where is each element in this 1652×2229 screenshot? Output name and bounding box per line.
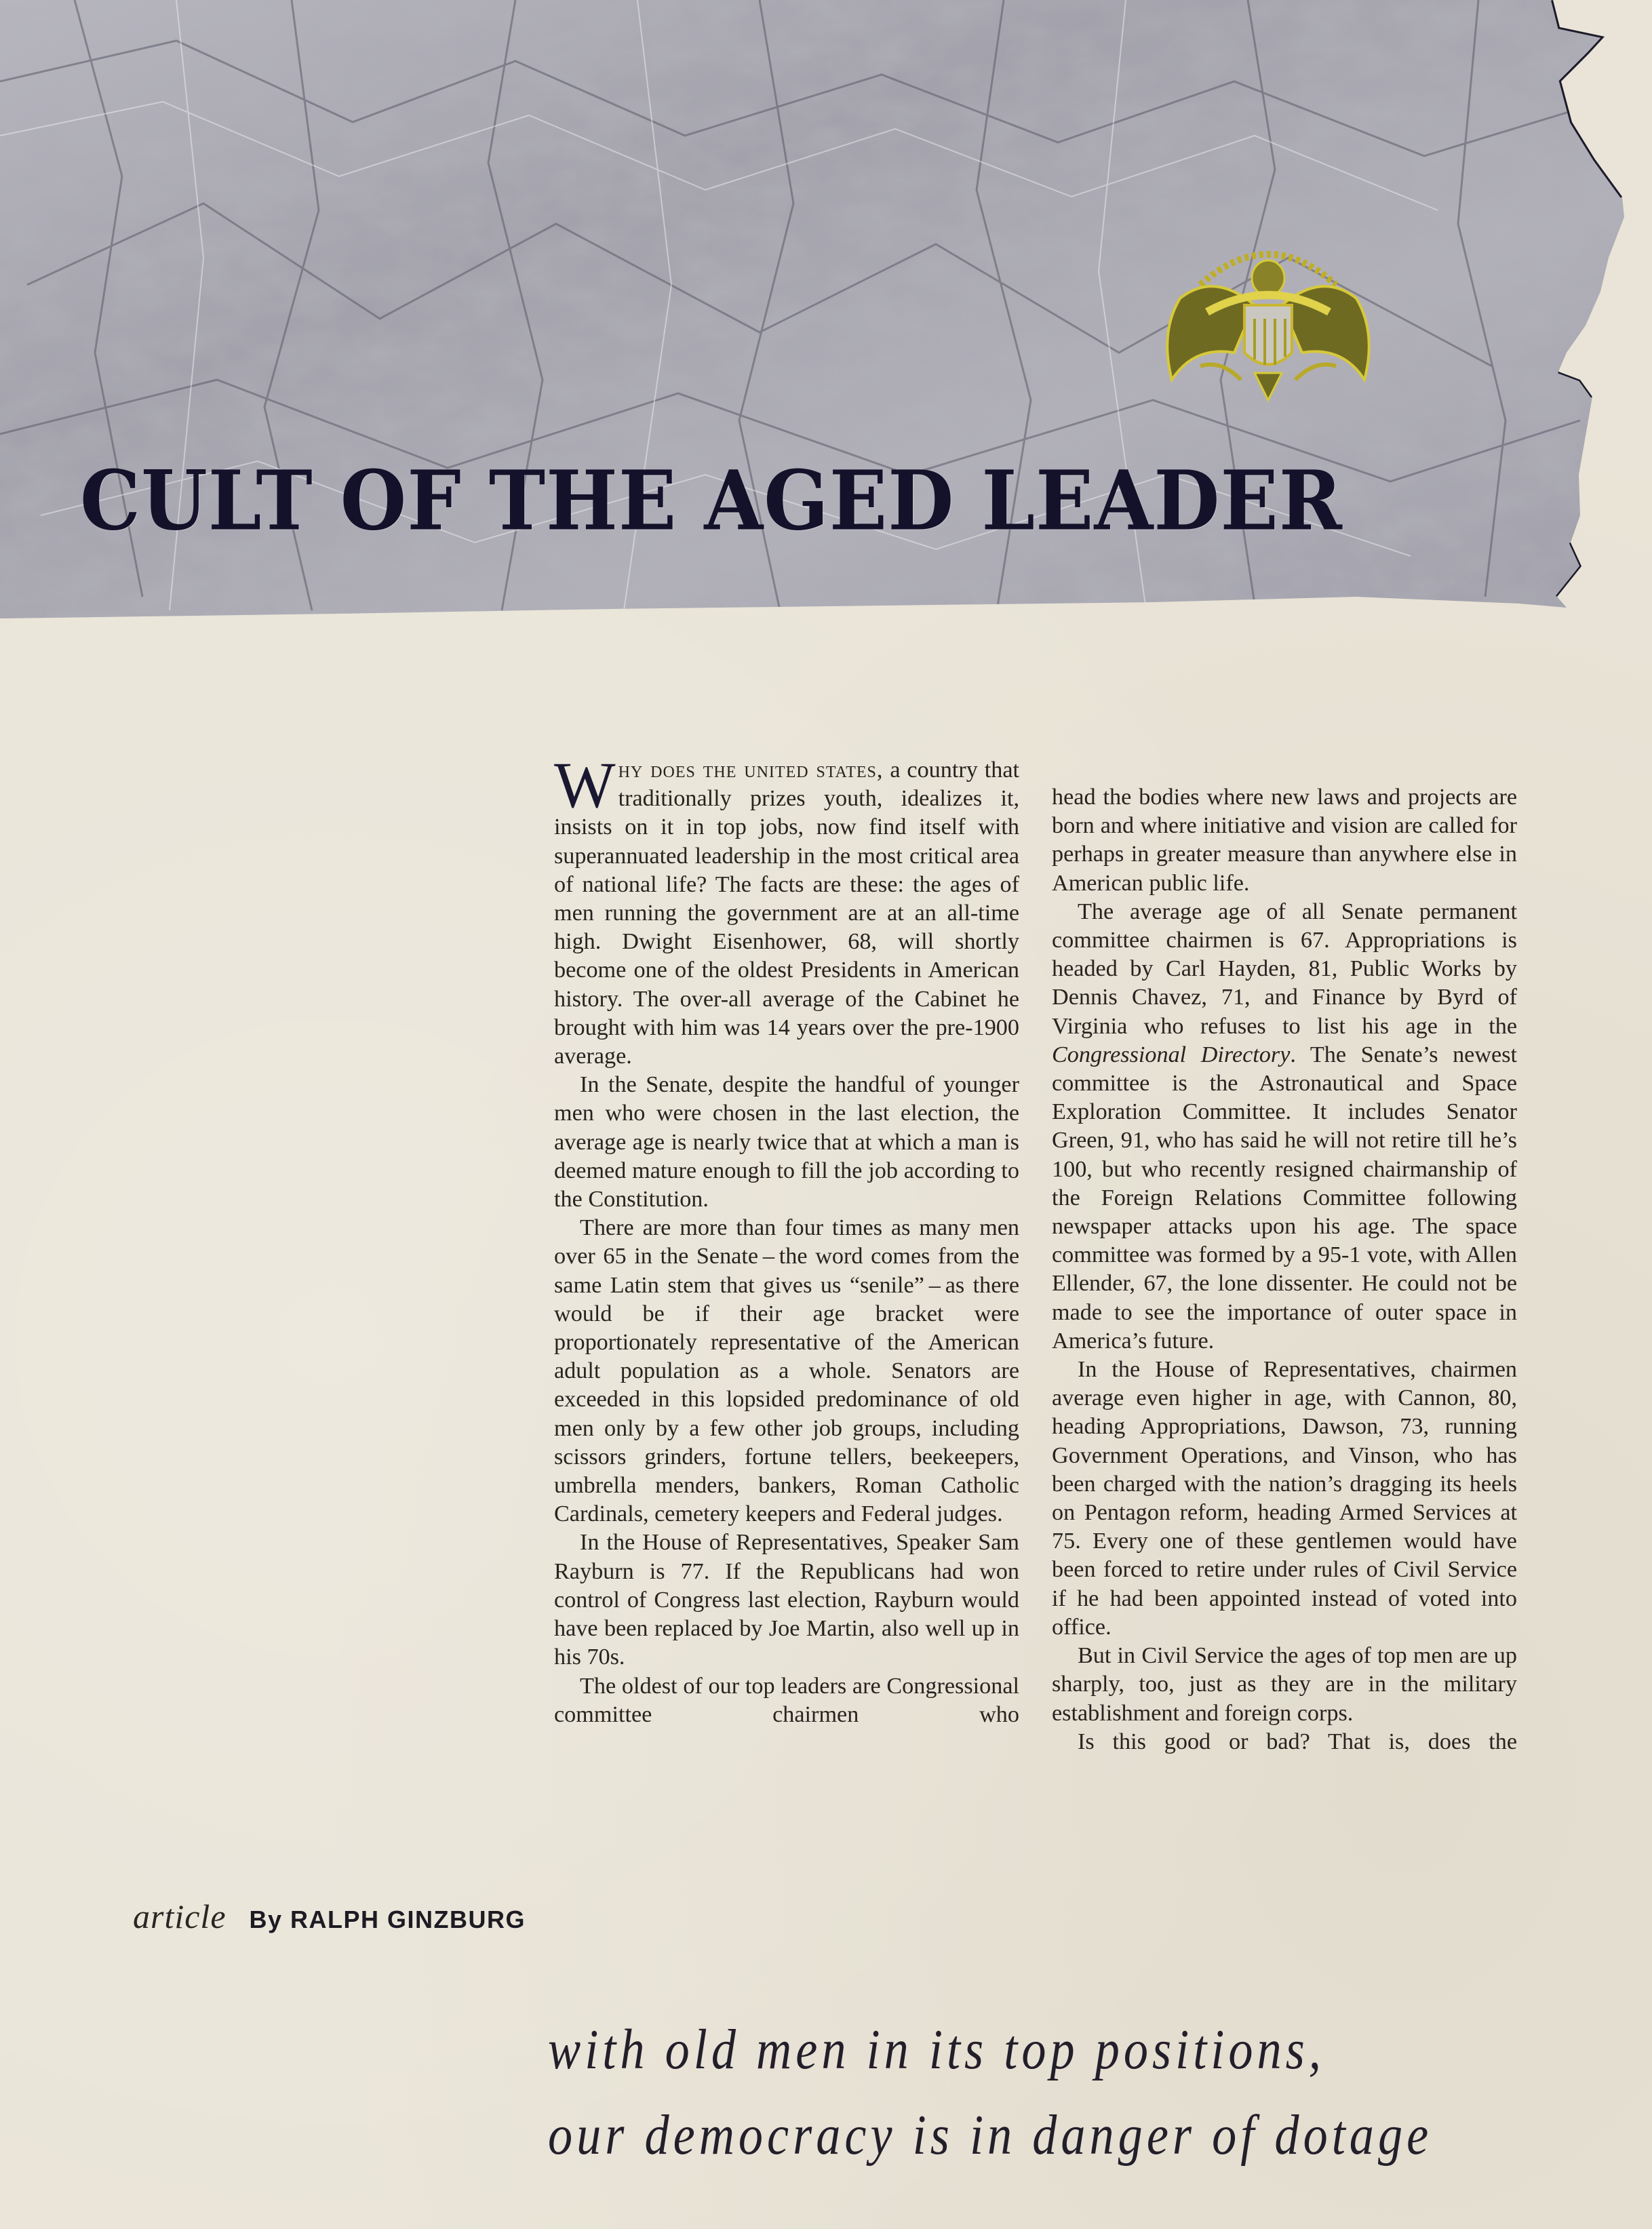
body-paragraph: In the House of Representatives, Speaker Sam Rayburn is 77. If the Republicans had won control of Congress last election, Rayburn would have been replaced by Joe Martin, also well up in his 70s. bbox=[554, 1530, 1019, 1670]
paragraph-text: The average age of all Senate permanent committee chairmen is 67. Appropriations is headed by Carl Hayden, 81, Public Works by Dennis Chavez, 71, and Finance by Byrd of Virginia who refuses to list his age in the bbox=[1052, 899, 1517, 1039]
author-credit: By RALPH GINZBURG bbox=[249, 1906, 526, 1933]
article-title: CULT OF THE AGED LEADER bbox=[80, 453, 1343, 549]
article-column-2 bbox=[1052, 783, 1517, 1756]
body-paragraph bbox=[1052, 898, 1517, 1356]
publication-title: Congressional Directory bbox=[1052, 1042, 1291, 1067]
body-paragraph: The oldest of our top leaders are Congressional committee chairmen who bbox=[554, 1673, 1019, 1727]
lead-paragraph bbox=[554, 749, 1019, 1071]
deck-line-1: with old men in its top positions, bbox=[548, 2018, 1325, 2081]
article-column-1 bbox=[554, 749, 1019, 1729]
paragraph-text: . The Senate’s newest committee is the Astronautical and Space Exploration Committee. It includes Senator Green, 91, who has said he will not retire till he’s 100, but who recently resigned chairmanship of the Foreign Relations Committee following newspaper attacks upon his age. The space committee was formed by a 95-1 vote, with Allen Ellender, 67, the lone dissenter. He could not be made to see the importance of outer space in America’s future. bbox=[1052, 1042, 1517, 1354]
crumpled-paper-header-image bbox=[0, 0, 1652, 637]
paragraph-text: a country that traditionally prizes youth, idealizes it, insists on it in top jobs, now find itself with superannuated leadership in the most critical area of national life? The facts are these: the ages of men running the government are at an all-time high. Dwight Eisenhower, 68, will shortly become one of the oldest Presidents in American history. The over-all average of the Cabinet he brought with him was 14 years over the pre-1900 average. bbox=[554, 757, 1019, 1069]
deck-line-2: our democracy is in danger of dotage bbox=[548, 2104, 1433, 2167]
body-paragraph: In the Senate, despite the handful of younger men who were chosen in the last election, the average age is nearly twice that at which a man is deemed mature enough to fill the job according to the Constitution. bbox=[554, 1072, 1019, 1212]
body-paragraph: Is this good or bad? That is, does the bbox=[1078, 1729, 1517, 1754]
gold-eagle-seal-icon bbox=[1153, 231, 1383, 407]
byline bbox=[133, 1897, 526, 1936]
body-paragraph: head the bodies where new laws and projects are born and where initiative and vision are called for perhaps in greater measure than anywhere else in American public life. bbox=[1052, 785, 1517, 896]
article-deck bbox=[548, 2007, 1432, 2178]
lead-smallcaps: hy does the united states, bbox=[618, 757, 884, 783]
body-paragraph: There are more than four times as many men over 65 in the Senate – the word comes from the same Latin stem that gives us “senile” – as there would be if their age bracket were proportionately representative of the American adult population as a whole. Senators are exceeded in this lopsided predominance of old men only by a few other job groups, including scissors grinders, fortune tellers, beekeepers, umbrella menders, bankers, Roman Catholic Cardinals, cemetery keepers and Federal judges. bbox=[554, 1215, 1019, 1527]
body-paragraph: In the House of Representatives, chairmen average even higher in age, with Cannon, 80, heading Appropriations, Dawson, 73, running Government Operations, and Vinson, who has been charged with the nation’s dragging its heels on Pentagon reform, heading Armed Services at 75. Every one of these gentlemen would have been forced to retire under rules of Civil Service if he had been appointed instead of voted into office. bbox=[1052, 1357, 1517, 1640]
body-paragraph: But in Civil Service the ages of top men are up sharply, too, just as they are in the military establishment and foreign corps. bbox=[1052, 1643, 1517, 1726]
section-kicker: article bbox=[133, 1897, 227, 1935]
drop-cap: W bbox=[554, 749, 616, 821]
